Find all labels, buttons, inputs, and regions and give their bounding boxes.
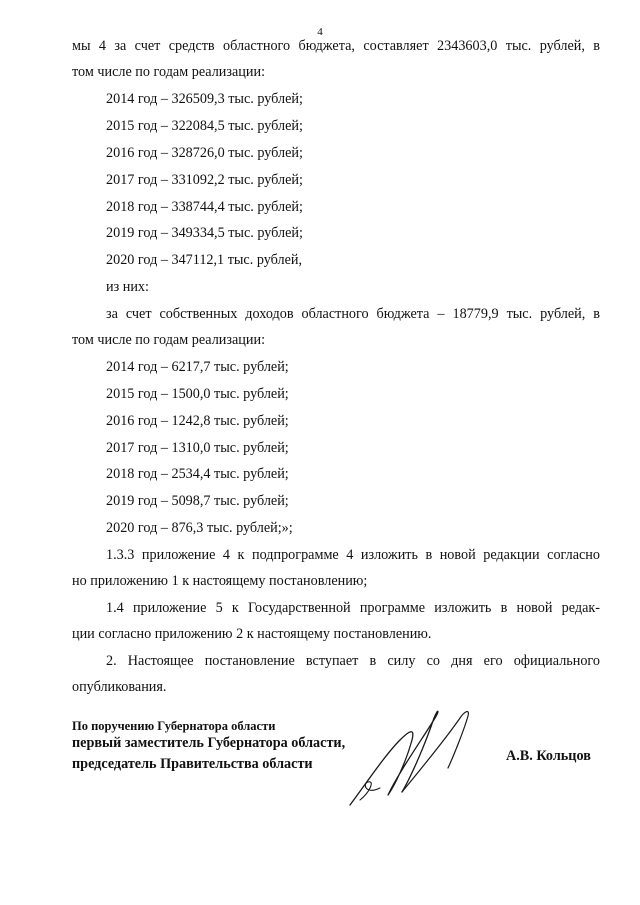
paragraph-line: 2. Настоящее постановление вступает в силу со дня его официального (106, 653, 600, 669)
year-own-item: 2017 год – 1310,0 тыс. рублей; (106, 440, 289, 456)
year-own-item: 2015 год – 1500,0 тыс. рублей; (106, 386, 289, 402)
signer-position-line: председатель Правительства области (72, 756, 313, 772)
paragraph-line: опубликования. (72, 679, 167, 695)
paragraph-line: мы 4 за счет средств областного бюджета, составляет 2343603,0 тыс. рублей, в (72, 38, 600, 54)
paragraph-line: ции согласно приложению 2 к настоящему постановлению. (72, 626, 432, 642)
year-own-item: 2020 год – 876,3 тыс. рублей;»; (106, 520, 293, 536)
on-behalf-label: По поручению Губернатора области (72, 719, 276, 733)
year-total-item: 2015 год – 322084,5 тыс. рублей; (106, 118, 303, 134)
year-total-item: 2019 год – 349334,5 тыс. рублей; (106, 225, 303, 241)
year-total-item: 2016 год – 328726,0 тыс. рублей; (106, 145, 303, 161)
paragraph-line: но приложению 1 к настоящему постановлению; (72, 573, 368, 589)
paragraph-line: 1.4 приложение 5 к Государственной программе изложить в новой редак- (106, 600, 600, 616)
year-total-item: 2017 год – 331092,2 тыс. рублей; (106, 172, 303, 188)
paragraph-line: 1.3.3 приложение 4 к подпрограмме 4 изложить в новой редакции согласно (106, 547, 600, 563)
year-total-item: 2020 год – 347112,1 тыс. рублей, (106, 252, 303, 268)
signer-name: А.В. Кольцов (506, 748, 591, 764)
page-number: 4 (317, 26, 323, 38)
paragraph-line: за счет собственных доходов областного бюджета – 18779,9 тыс. рублей, в (106, 306, 600, 322)
of-them-label: из них: (106, 279, 149, 295)
paragraph-line: том числе по годам реализации: (72, 332, 266, 348)
paragraph-line: том числе по годам реализации: (72, 64, 266, 80)
year-own-item: 2019 год – 5098,7 тыс. рублей; (106, 493, 289, 509)
handwritten-signature (340, 700, 500, 815)
year-own-item: 2016 год – 1242,8 тыс. рублей; (106, 413, 289, 429)
year-own-item: 2014 год – 6217,7 тыс. рублей; (106, 359, 289, 375)
signer-position-line: первый заместитель Губернатора области, (72, 735, 346, 751)
year-total-item: 2018 год – 338744,4 тыс. рублей; (106, 199, 303, 215)
year-own-item: 2018 год – 2534,4 тыс. рублей; (106, 466, 289, 482)
year-total-item: 2014 год – 326509,3 тыс. рублей; (106, 91, 303, 107)
